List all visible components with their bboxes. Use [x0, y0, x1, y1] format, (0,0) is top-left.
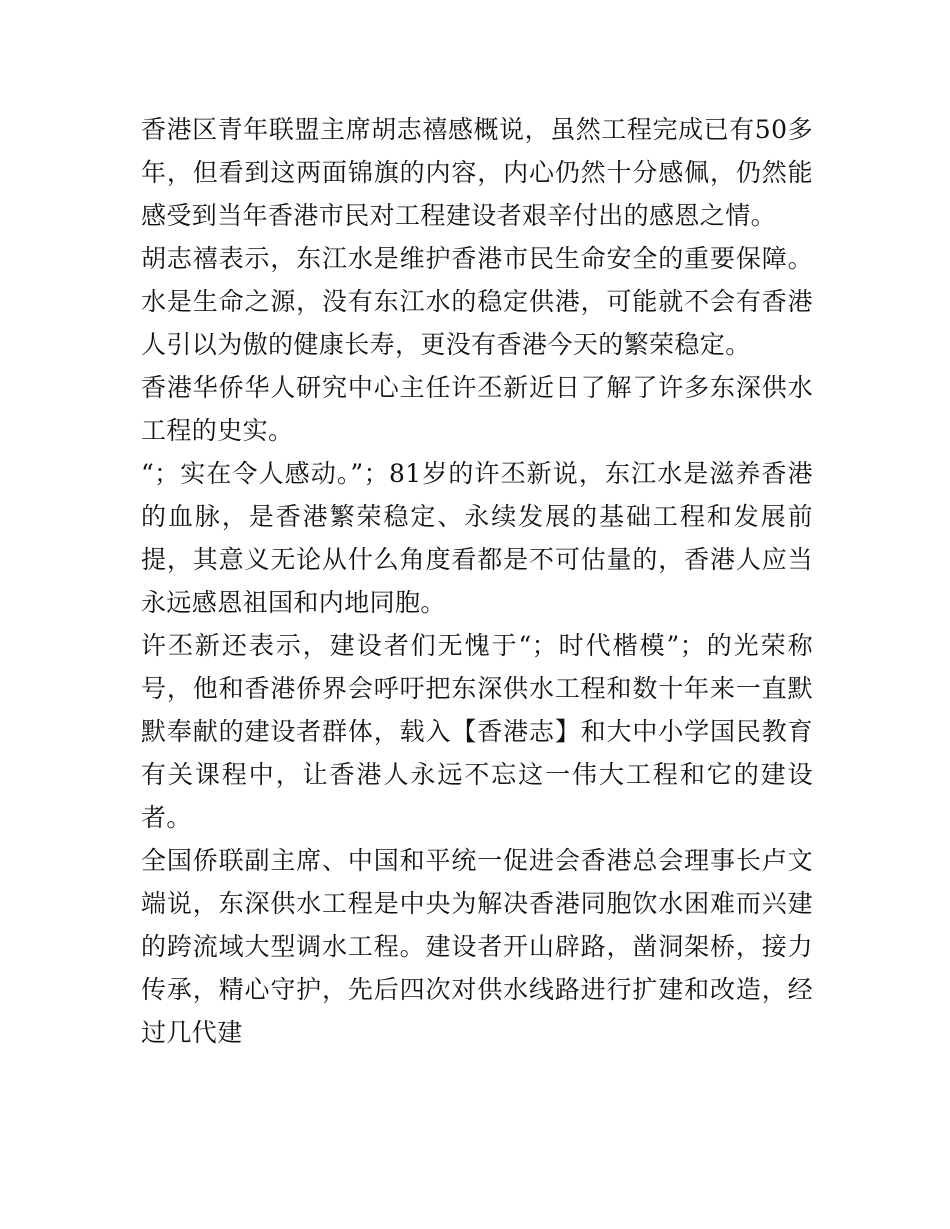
paragraph-2: 胡志禧表示，东江水是维护香港市民生命安全的重要保障。水是生命之源，没有东江水的稳定供港，可能就不会有香港人引以为傲的健康长寿，更没有香港今天的繁荣稳定。: [141, 244, 813, 359]
document-body: [141, 108, 813, 1054]
paragraph-6: 全国侨联副主席、中国和平统一促进会香港总会理事长卢文端说，东深供水工程是中央为解决香港同胞饮水困难而兴建的跨流域大型调水工程。建设者开山辟路，凿洞架桥，接力传承，精心守护，先后四次对供水线路进行扩建和改造，经过几代建: [141, 846, 813, 1047]
paragraph-5: 许丕新还表示，建设者们无愧于“；时代楷模”；的光荣称号，他和香港侨界会呼吁把东深供水工程和数十年来一直默默奉献的建设者群体，载入【香港志】和大中小学国民教育有关课程中，让香港人永远不忘这一伟大工程和它的建设者。: [141, 631, 813, 832]
paragraph-3: 香港华侨华人研究中心主任许丕新近日了解了许多东深供水工程的史实。: [141, 373, 813, 445]
paragraph-4: “；实在令人感动。”；81岁的许丕新说，东江水是滋养香港的血脉，是香港繁荣稳定、永续发展的基础工程和发展前提，其意义无论从什么角度看都是不可估量的，香港人应当永远感恩祖国和内地同胞。: [141, 459, 813, 617]
paragraph-1: 香港区青年联盟主席胡志禧感概说，虽然工程完成已有50多年，但看到这两面锦旗的内容，内心仍然十分感佩，仍然能感受到当年香港市民对工程建设者艰辛付出的感恩之情。: [141, 115, 813, 230]
